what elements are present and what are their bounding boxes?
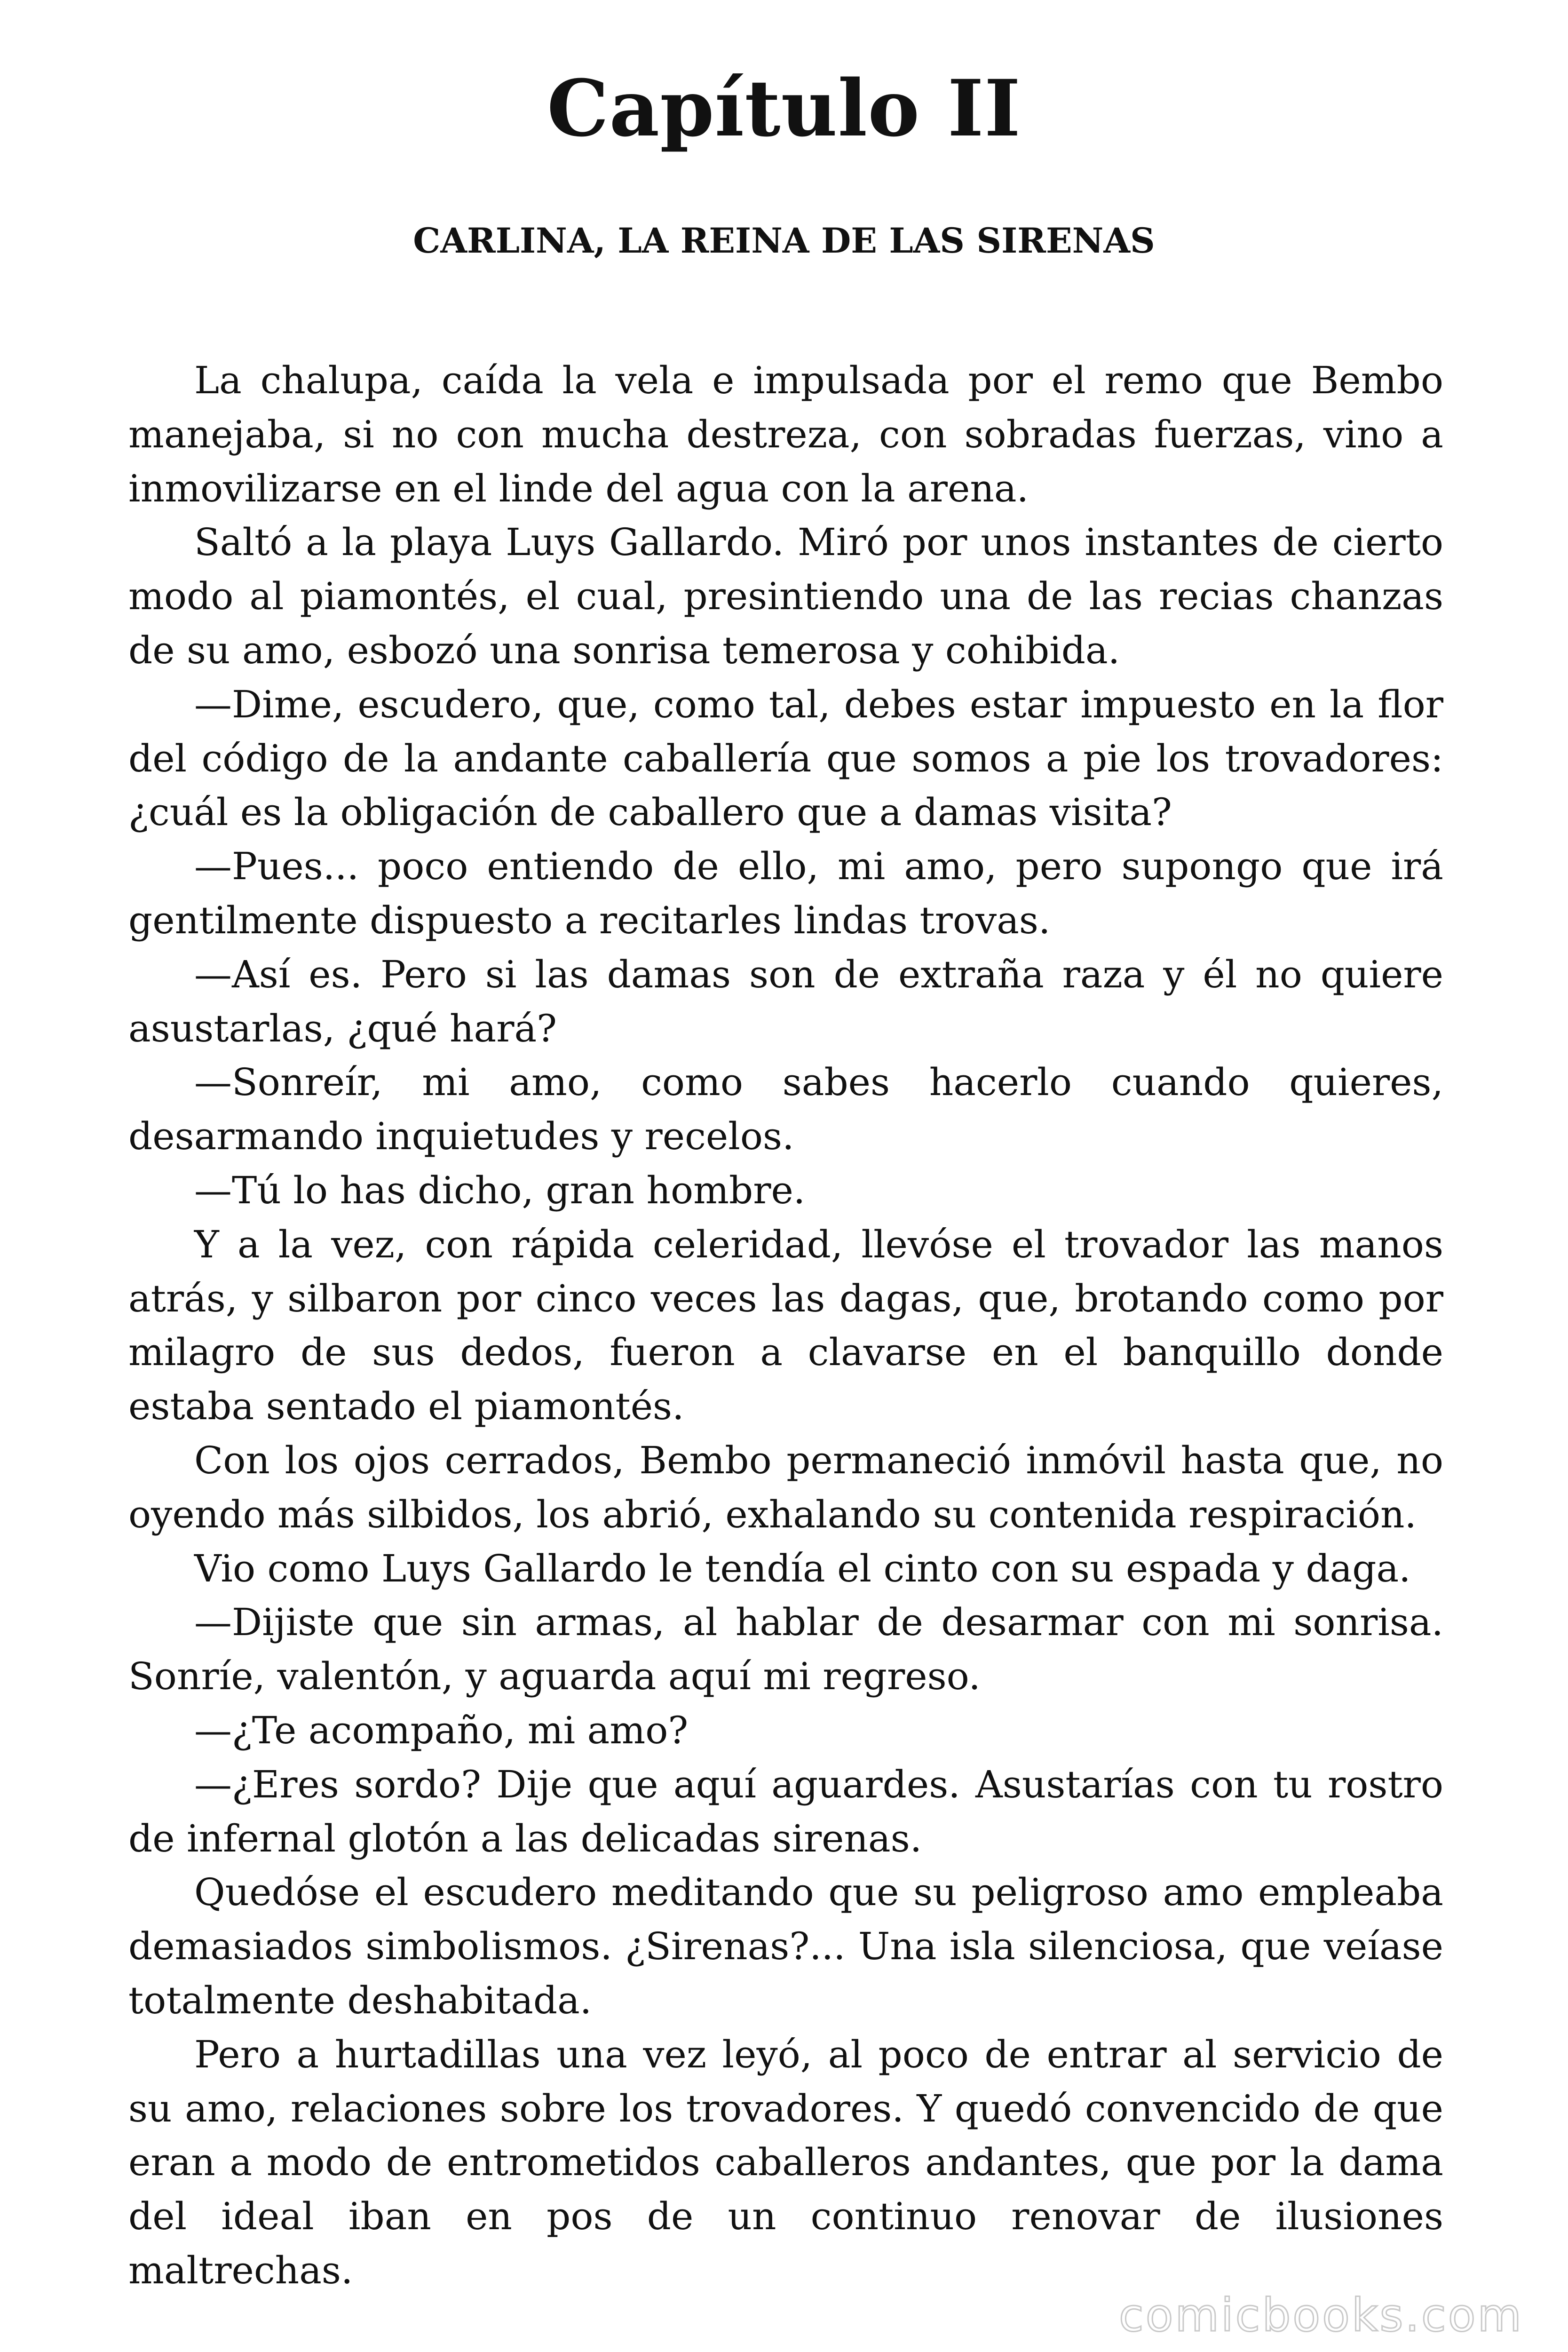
- paragraph: Vio como Luys Gallardo le tendía el cinto con su espada y daga.: [194, 1546, 1411, 1590]
- paragraph: Saltó a la playa Luys Gallardo. Miró por unos instantes de cierto modo al piamontés, el cual, presintiendo una de las recias chanzas de su amo, esbozó una sonrisa temerosa y cohibida.: [128, 520, 1443, 672]
- paragraph: —Así es. Pero si las damas son de extraña raza y él no quiere asustarlas, ¿qué hará?: [128, 952, 1443, 1050]
- paragraph: —Sonreír, mi amo, como sabes hacerlo cuando quieres, desarmando inquietudes y recelos.: [128, 1060, 1443, 1159]
- site-watermark: comicbooks.com: [1118, 2289, 1523, 2342]
- paragraph: Pero a hurtadillas una vez leyó, al poco de entrar al servicio de su amo, relaciones sobre los trovadores. Y quedó convencido de que eran a modo de entrometidos caballeros andantes, que por la dama del ideal iban en pos de un continuo renovar de ilusiones maltrechas.: [128, 2032, 1443, 2292]
- paragraph: —¿Eres sordo? Dije que aquí aguardes. Asustarías con tu rostro de infernal glotón a las delicadas sirenas.: [128, 1762, 1443, 1860]
- chapter-subtitle: CARLINA, LA REINA DE LAS SIRENAS: [413, 221, 1155, 261]
- paragraph: Y a la vez, con rápida celeridad, llevóse el trovador las manos atrás, y silbaron por cinco veces las dagas, que, brotando como por milagro de sus dedos, fueron a clavarse en el banquillo donde estaba sentado el piamontés.: [128, 1222, 1443, 1429]
- paragraph: La chalupa, caída la vela e impulsada por el remo que Bembo manejaba, si no con mucha destreza, con sobradas fuerzas, vino a inmovilizarse en el linde del agua con la arena.: [128, 358, 1443, 510]
- chapter-body: [128, 354, 1443, 2298]
- paragraph: Con los ojos cerrados, Bembo permaneció inmóvil hasta que, no oyendo más silbidos, los abrió, exhalando su contenida respiración.: [128, 1438, 1443, 1536]
- paragraph: Quedóse el escudero meditando que su peligroso amo empleaba demasiados simbolismos. ¿Sirenas?... Una isla silenciosa, que veíase totalmente deshabitada.: [128, 1870, 1443, 2022]
- paragraph: —Dijiste que sin armas, al hablar de desarmar con mi sonrisa. Sonríe, valentón, y aguarda aquí mi regreso.: [128, 1600, 1443, 1699]
- chapter-title: Capítulo II: [546, 63, 1021, 154]
- paragraph: —Dime, escudero, que, como tal, debes estar impuesto en la flor del código de la andante caballería que somos a pie los trovadores: ¿cuál es la obligación de caballero que a damas visita?: [128, 682, 1443, 834]
- paragraph: —Pues... poco entiendo de ello, mi amo, pero supongo que irá gentilmente dispuesto a recitarles lindas trovas.: [128, 844, 1443, 942]
- paragraph: —¿Te acompaño, mi amo?: [194, 1708, 689, 1752]
- paragraph: —Tú lo has dicho, gran hombre.: [194, 1168, 806, 1212]
